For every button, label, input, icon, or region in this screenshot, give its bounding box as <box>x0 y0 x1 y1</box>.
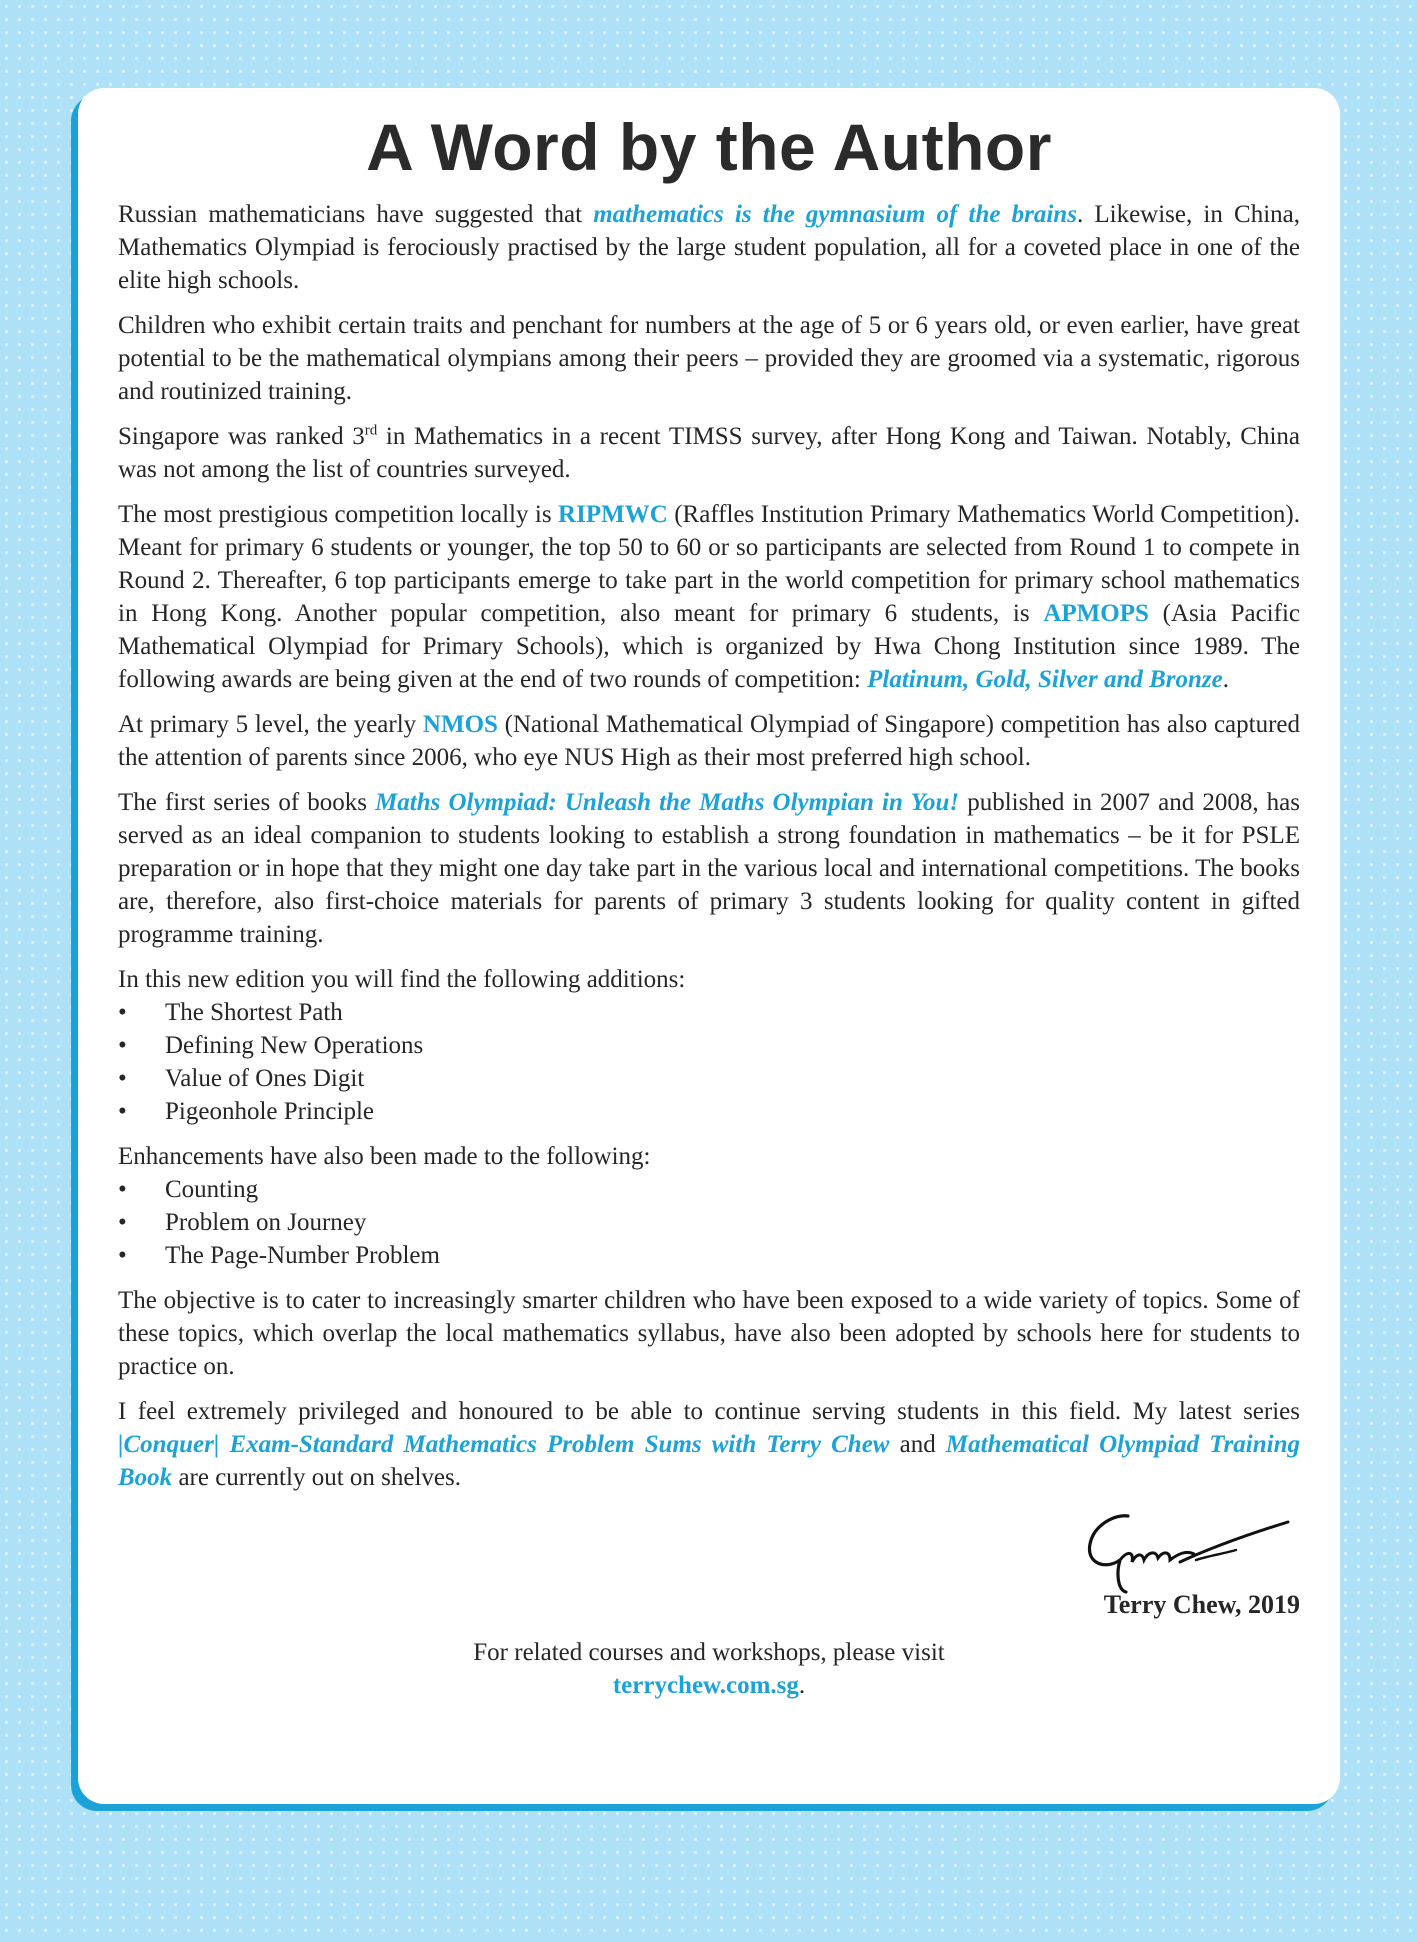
text-run: I feel extremely privileged and honoured to be able to continue serving students in this field. My latest series <box>118 1398 1300 1425</box>
list-item <box>118 996 1300 1029</box>
paragraph-3 <box>118 420 1300 486</box>
list-item-label: Defining New Operations <box>165 1032 424 1059</box>
text-run: Singapore was ranked 3 <box>118 423 365 450</box>
highlight-awards: Platinum, Gold, Silver and Bronze <box>867 666 1223 693</box>
article-body <box>118 198 1300 1494</box>
highlight-apmops: APMOPS <box>1043 600 1149 627</box>
text-run: (Asia Pacific Mathematical Olympiad for Primary Schools), which is organized by Hwa Chong Institution since 1989. The following awards are being given at the end of two rounds of competition: <box>118 600 1300 693</box>
footer <box>118 1636 1300 1702</box>
list-item-label: The Page-Number Problem <box>165 1242 440 1269</box>
highlight-ripmwc: RIPMWC <box>558 501 668 528</box>
text-run: (National Mathematical Olympiad of Singapore) competition has also captured the attention of parents since 2006, who eye NUS High as their most preferred high school. <box>118 711 1300 771</box>
bullet-icon: • <box>118 1032 127 1059</box>
additions-list <box>118 996 1300 1128</box>
text-run: Russian mathematicians have suggested that <box>118 201 594 228</box>
paragraph-5 <box>118 708 1300 774</box>
list-item-label: Problem on Journey <box>165 1209 367 1236</box>
bullet-icon: • <box>118 1065 127 1092</box>
enhancements-list <box>118 1173 1300 1272</box>
enhancements-intro: Enhancements have also been made to the following: <box>118 1143 651 1170</box>
highlight-training-book: Mathematical Olympiad Training Book <box>118 1431 1300 1491</box>
text-run: . <box>798 1672 806 1699</box>
highlight-quote: mathematics is the gymnasium of the brains <box>593 201 1077 228</box>
paragraph-4 <box>118 498 1300 696</box>
list-item-label: Pigeonhole Principle <box>165 1098 374 1125</box>
text-run: and <box>889 1431 946 1458</box>
paragraph-7: The objective is to cater to increasingly smarter children who have been exposed to a wide variety of topics. Some of these topics, which overlap the local mathematics syllabus, have also been adopted by schools here for students to practice on. <box>118 1287 1300 1380</box>
list-item <box>118 1062 1300 1095</box>
bullet-icon: • <box>118 1098 127 1125</box>
paragraph-2: Children who exhibit certain traits and penchant for numbers at the age of 5 or 6 years old, or even earlier, have great potential to be the mathematical olympians among their peers – provided they are groomed via a systematic, rigorous and routinized training. <box>118 312 1300 405</box>
list-item <box>118 1206 1300 1239</box>
list-item-label: The Shortest Path <box>165 999 343 1026</box>
ordinal-superscript: rd <box>364 422 378 439</box>
text-run: The first series of books <box>118 789 376 816</box>
page-title: A Word by the Author <box>366 110 1052 184</box>
website-link[interactable]: terrychew.com.sg <box>612 1672 799 1699</box>
bullet-icon: • <box>118 1242 127 1269</box>
bullet-icon: • <box>118 1176 127 1203</box>
list-item <box>118 1173 1300 1206</box>
author-note-card <box>78 88 1340 1804</box>
text-run: are currently out on shelves. <box>172 1464 461 1491</box>
text-run: The most prestigious competition locally is <box>118 501 559 528</box>
bullet-icon: • <box>118 1209 127 1236</box>
list-item-label: Counting <box>165 1176 259 1203</box>
paragraph-1 <box>118 198 1300 297</box>
highlight-nmos: NMOS <box>422 711 498 738</box>
footer-link-line <box>118 1669 1300 1702</box>
paragraph-8 <box>118 1395 1300 1494</box>
author-signature-name: Terry Chew, 2019 <box>1103 1590 1300 1619</box>
text-run: published in 2007 and 2008, has served as an ideal companion to students looking to establish a strong foundation in mathematics – be it for PSLE preparation or in hope that they might one day take part in the various local and international competitions. The books are, therefore, also first-choice materials for parents of primary 3 students looking for quality content in gifted programme training. <box>118 789 1300 948</box>
text-run: . <box>1222 666 1229 693</box>
footer-text: For related courses and workshops, please visit <box>473 1639 945 1666</box>
signature-block <box>118 1506 1300 1636</box>
text-run: . Likewise, in China, Mathematics Olympiad is ferociously practised by the large student population, all for a coveted place in one of the elite high schools. <box>118 201 1300 294</box>
bullet-icon: • <box>118 999 127 1026</box>
list-item-label: Value of Ones Digit <box>165 1065 365 1092</box>
list-item <box>118 1029 1300 1062</box>
highlight-series-title: |Conquer| Exam-Standard Mathematics Problem Sums with Terry Chew <box>118 1431 890 1458</box>
highlight-book-title: Maths Olympiad: Unleash the Maths Olympian in You! <box>375 789 960 816</box>
text-run: At primary 5 level, the yearly <box>118 711 423 738</box>
text-run: (Raffles Institution Primary Mathematics World Competition). Meant for primary 6 students or younger, the top 50 to 60 or so participants are selected from Round 1 to compete in Round 2. Thereafter, 6 top participants emerge to take part in the world competition for primary school mathematics in Hong Kong. Another popular competition, also meant for primary 6 students, is <box>118 501 1300 627</box>
text-run: in Mathematics in a recent TIMSS survey, after Hong Kong and Taiwan. Notably, China was not among the list of countries surveyed. <box>118 423 1301 483</box>
paragraph-6 <box>118 786 1300 951</box>
list-item <box>118 1239 1300 1272</box>
list-item <box>118 1095 1300 1128</box>
handwritten-signature-icon <box>1076 1510 1296 1596</box>
additions-intro: In this new edition you will find the following additions: <box>118 966 686 993</box>
